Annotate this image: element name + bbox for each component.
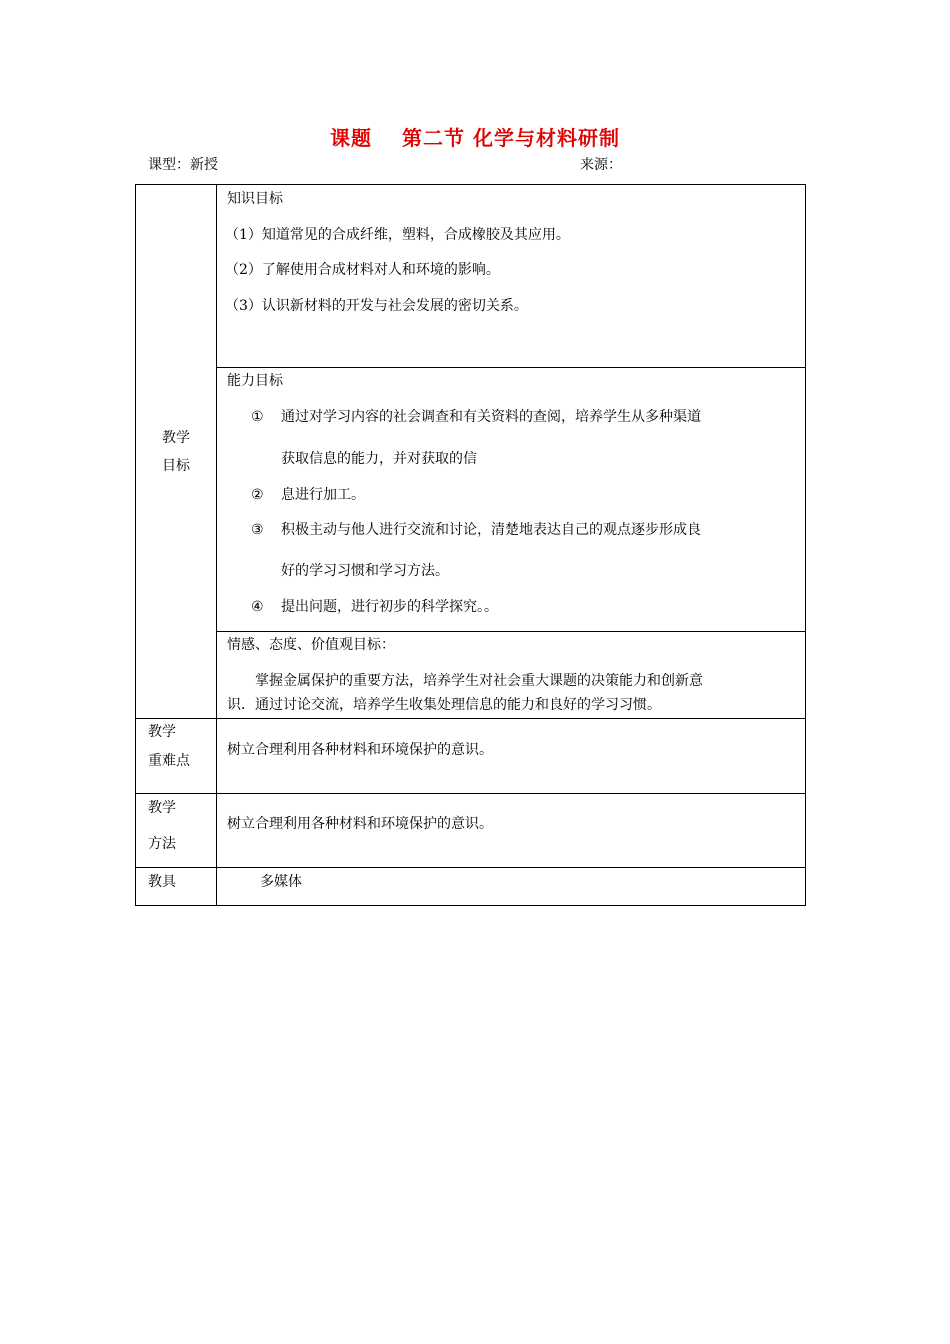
ability-heading: 能力目标: [227, 373, 283, 389]
emotion-objectives-cell: [217, 632, 806, 719]
ability-item: 好的学习习惯和学习方法。: [281, 563, 449, 579]
knowledge-heading: 知识目标: [227, 191, 283, 207]
emotion-heading: 情感、态度、价值观目标：: [227, 637, 395, 653]
ability-item: ② 息进行加工。: [251, 487, 365, 503]
title-main: 第二节 化学与材料研制: [402, 126, 620, 150]
emotion-text-line: 掌握金属保护的重要方法，培养学生对社会重大课题的决策能力和创新意: [255, 673, 703, 689]
tools-label: 教具: [136, 868, 217, 906]
tools-content: 多媒体: [217, 868, 806, 906]
course-type: 课型：新授: [148, 157, 218, 173]
key-points-label: 教学 重难点: [136, 719, 217, 794]
key-points-content: 树立合理利用各种材料和环境保护的意识。: [217, 719, 806, 794]
objectives-label: 教学 目标: [136, 185, 217, 719]
method-content: 树立合理利用各种材料和环境保护的意识。: [217, 794, 806, 868]
knowledge-item: （2）了解使用合成材料对人和环境的影响。: [225, 262, 500, 278]
ability-item: ③ 积极主动与他人进行交流和讨论，清楚地表达自己的观点逐步形成良: [251, 522, 701, 538]
page-title: [0, 122, 950, 151]
title-prefix: 课题: [330, 126, 373, 150]
source: 来源：: [580, 157, 622, 173]
knowledge-objectives-cell: [217, 185, 806, 368]
ability-item: ① 通过对学习内容的社会调查和有关资料的查阅，培养学生从多种渠道: [251, 409, 701, 425]
emotion-text-line: 识．通过讨论交流，培养学生收集处理信息的能力和良好的学习习惯。: [227, 697, 661, 713]
knowledge-item: （1）知道常见的合成纤维，塑料，合成橡胶及其应用。: [225, 227, 570, 243]
ability-item: ④ 提出问题，进行初步的科学探究。。: [251, 599, 498, 615]
ability-objectives-cell: [217, 368, 806, 632]
lesson-plan-table: [135, 184, 806, 906]
method-label: 教学 方法: [136, 794, 217, 868]
ability-item: 获取信息的能力，并对获取的信: [281, 451, 477, 467]
knowledge-item: （3）认识新材料的开发与社会发展的密切关系。: [225, 298, 528, 314]
